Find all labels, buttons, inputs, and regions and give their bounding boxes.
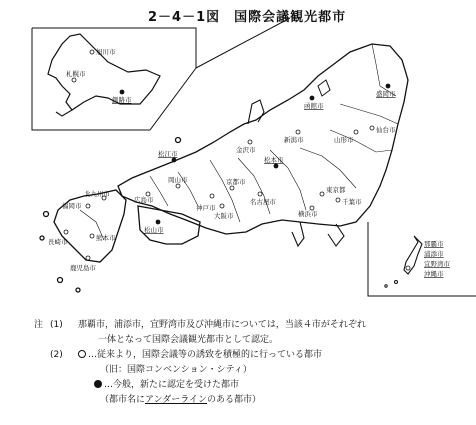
open-circle-icon <box>78 350 86 358</box>
hokkaido-outline <box>48 34 160 110</box>
marker-chiba <box>336 198 340 202</box>
label-okayama: 岡山市 <box>168 176 188 184</box>
label-kyoto: 京都市 <box>226 178 246 186</box>
note-2-number: (2) <box>50 350 63 360</box>
marker-kanazawa <box>248 140 252 144</box>
marker-asahikawa <box>90 50 94 54</box>
marker-matsumoto <box>274 164 278 168</box>
shikoku-outline <box>138 206 200 244</box>
okinawa-inset <box>368 222 476 296</box>
marker-sapporo <box>72 78 76 82</box>
kyushu-outline <box>54 190 126 262</box>
note-1-text-2: 一体となって国際会議観光都市として認定。 <box>98 335 279 345</box>
main-islands <box>40 44 408 292</box>
label-okinawa: 沖縄市 <box>424 270 444 278</box>
city-labels <box>48 47 451 278</box>
note-2-line-4 <box>34 393 366 408</box>
marker-sendai <box>370 126 374 130</box>
note-2-text-4-underline: アンダーライン <box>145 395 208 405</box>
label-niigata: 新潟市 <box>284 136 304 144</box>
label-matsumoto: 松本市 <box>264 156 284 164</box>
label-morioka: 盛岡市 <box>376 90 396 98</box>
label-sapporo: 札幌市 <box>66 70 86 78</box>
notes-label: 注 <box>34 320 44 330</box>
marker-nagoya <box>258 192 262 196</box>
label-nagasaki: 長崎市 <box>48 238 68 246</box>
label-kushiro: 釧路市 <box>112 96 132 104</box>
marker-kyoto <box>230 186 234 190</box>
marker-hakodate <box>310 96 314 100</box>
label-sendai: 仙台市 <box>376 126 396 134</box>
marker-okayama <box>176 184 180 188</box>
marker-fukuoka <box>86 204 90 208</box>
note-2-line-2 <box>34 363 366 378</box>
marker-kagoshima <box>86 256 90 260</box>
marker-yamagata <box>354 130 358 134</box>
marker-niigata <box>296 130 300 134</box>
inset-separator <box>196 18 290 68</box>
marker-kumamoto <box>90 234 94 238</box>
marker-tokyo <box>320 192 324 196</box>
note-1-line-1 <box>34 318 366 333</box>
marker-matsue <box>172 158 176 162</box>
label-matsue: 松江市 <box>158 150 178 158</box>
notes-section <box>34 318 366 408</box>
note-2-text-4-pre: （都市名に <box>100 395 146 405</box>
label-hakodate: 函館市 <box>304 102 324 110</box>
label-kagoshima: 鹿児島市 <box>70 264 96 272</box>
label-kobe: 神戸市 <box>196 204 216 212</box>
marker-kobe <box>210 194 214 198</box>
label-osaka: 大阪市 <box>214 212 234 220</box>
marker-kushiro <box>120 90 124 94</box>
label-yamagata: 山形市 <box>334 136 354 144</box>
marker-nagasaki <box>64 230 68 234</box>
label-kanazawa: 金沢市 <box>236 146 256 154</box>
note-2-line-1 <box>34 348 366 363</box>
note-2-text-4-post: のある都市） <box>207 395 262 405</box>
marker-osaka <box>220 204 224 208</box>
note-2-text-3: …今般，新たに認定を受けた都市 <box>104 380 240 390</box>
filled-circle-icon <box>94 380 102 388</box>
hokkaido-inset <box>32 28 196 130</box>
note-2-text-1: …従来より，国際会議等の誘致を積極的に行っている都市 <box>88 350 323 360</box>
label-ginowan: 宜野湾市 <box>424 260 450 268</box>
note-1-line-2 <box>34 333 366 348</box>
label-fukuoka: 福岡市 <box>62 202 82 210</box>
note-1-number: (1) <box>50 320 63 330</box>
note-2-text-2: （旧：国際コンベンション・シティ） <box>100 365 252 375</box>
figure-number: 2－4－1図 <box>148 10 221 25</box>
label-tokyo: 東京都 <box>326 186 346 194</box>
marker-morioka <box>386 84 390 88</box>
label-yokohama: 横浜市 <box>298 210 318 218</box>
label-nagoya: 名古屋市 <box>250 198 276 206</box>
label-naha: 那覇市 <box>424 240 444 248</box>
note-2-line-3 <box>34 378 366 393</box>
label-kitakyushu: 北九州市 <box>84 190 110 198</box>
note-1-text-1: 那覇市，浦添市，宜野湾市及び沖縄市については，当該４市がそれぞれ <box>78 320 366 330</box>
marker-matsuyama <box>156 220 160 224</box>
label-asahikawa: 旭川市 <box>96 48 116 56</box>
label-hiroshima: 広島市 <box>134 196 154 204</box>
figure-title-text: 国際会議観光都市 <box>234 10 347 25</box>
marker-okinawa-group <box>406 266 410 270</box>
label-kumamoto: 熊本市 <box>96 234 116 242</box>
label-matsuyama: 松山市 <box>144 226 164 234</box>
label-urasoe: 浦添市 <box>424 250 444 258</box>
label-chiba: 千葉市 <box>342 198 362 206</box>
